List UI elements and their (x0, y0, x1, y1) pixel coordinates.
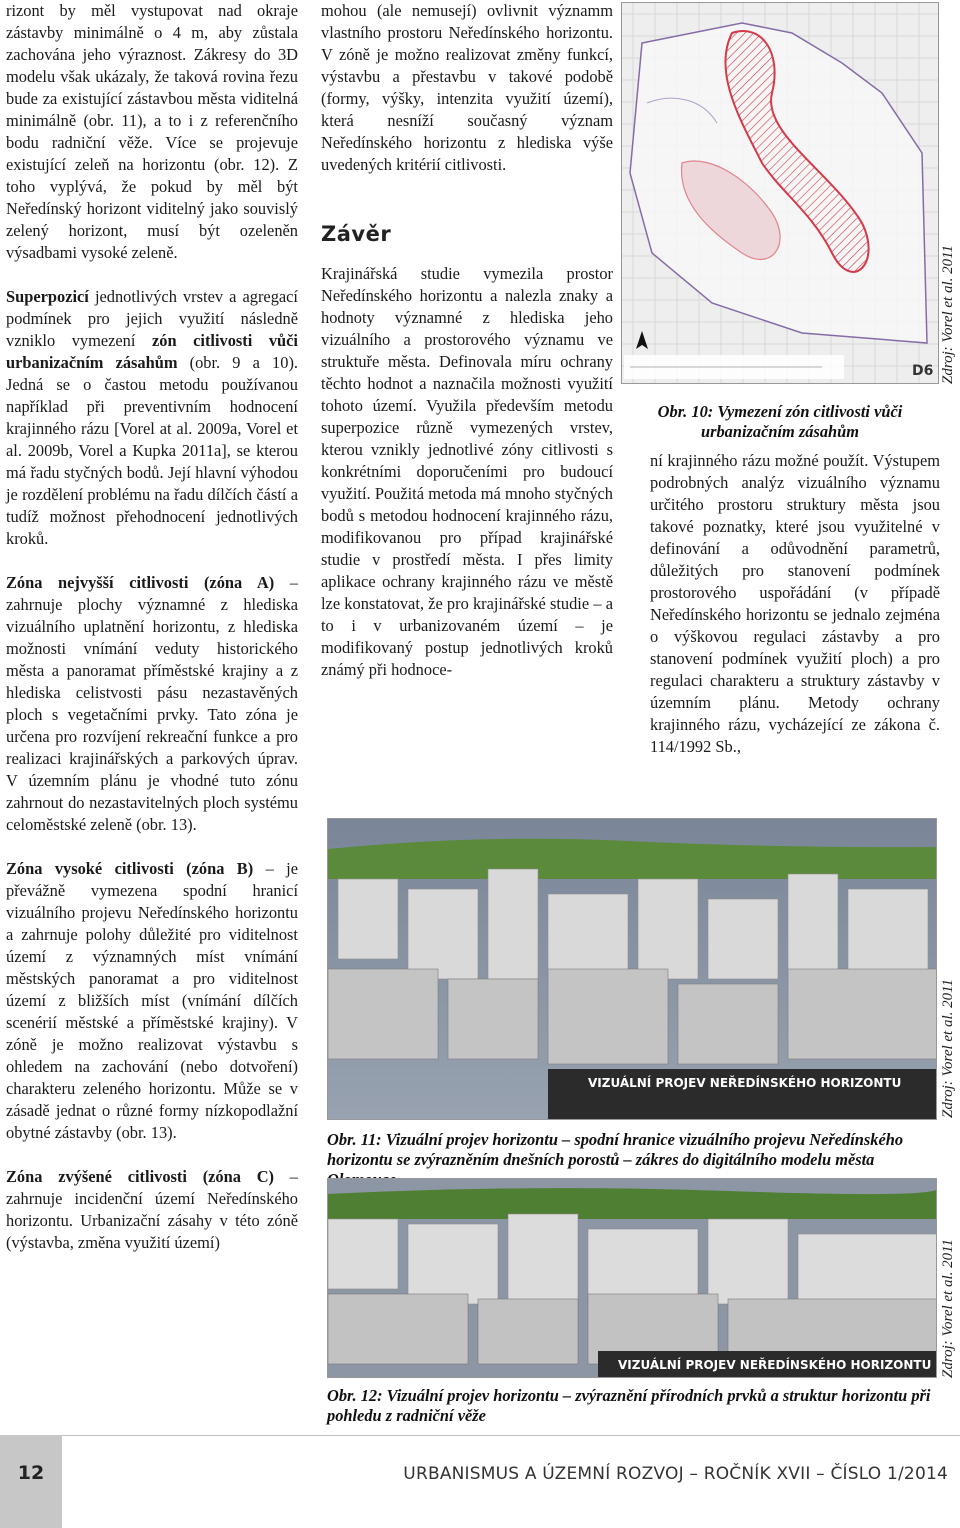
zone-b-title: Zóna vysoké citlivosti (zóna B) (6, 859, 254, 878)
zone-a-text: – zahrnuje plochy významné z hlediska vizuálního uplatnění horizontu, z hlediska možnosti vnímání veduty historického města a panoramat příměstské krajiny a z hlediska celistvosti pásu nezastavěných ploch s vegetačními prvky. Tato zóna je určena pro rozvíjení rekreační funkce a pro realizaci krajinářských a parkových úprav. V územním plánu je vhodné tuto zónu zahrnout do nezastavitelných ploch systému celoměstské zeleně (obr. 13). (6, 573, 298, 834)
figure-11-3d-model (327, 818, 937, 1120)
map-label: D6 (912, 363, 934, 379)
paragraph-conclusion: Krajinářská studie vymezila prostor Neředínského horizontu a nalezla znaky a hodnoty významné z hlediska jeho vizuálního a prostorového významu ve struktuře města. Definovala míru ochrany těchto hodnot a naznačila možnosti využití tohoto území. Využila především metodu superpozice různě vymezených vrstev, kterou vznikly jednotlivé zóny citlivosti s konkrétními doporučeními pro budoucí využití. Použitá metoda má mnoho styčných bodů s metodou hodnocení krajinného rázu, modifikovanou pro případ krajinářské studie v prostředí města. I přes limity aplikace ochrany krajinného rázu ve městě lze konstatovat, že pro krajinářské studie – a to i v urbanizovaném území – je modifikovaný postup jednotlivých kroků známý při hodnoce- (321, 264, 613, 679)
figure-12-banner: VIZUÁLNÍ PROJEV NEŘEDÍNSKÉHO HORIZONTU (618, 1358, 932, 1372)
paragraph-zone-c (6, 1166, 298, 1254)
text-run: (obr. 9 a 10). Jedná se o častou metodu používanou například při preventivním hodnocení krajinného rázu [Vorel at al. 2009a, Vorel et al. 2009b, Vorel a Kupka 2011a], se kterou má řadu styčných bodů. Její hlavní výhodou je rozdělení problému na řadu dílčích částí a tudíž možnost přehodnocení jednotlivých kroků. (6, 353, 298, 548)
zone-b-text: – je převážně vymezena spodní hranicí vizuálního projevu Neředínského horizontu a zahrnuje polohy důležité pro viditelnost území z významných míst vnímání městských panoramat a pro viditelnost území z bližších míst (vnímání dílčích scenérií městské a příměstské krajiny). V zóně je možno realizovat výstavbu s ohledem na zachování (nebo dotvoření) charakteru zeleného horizontu. Může se v zásadě jednat o různé formy nízkopodlažní obytné zástavby (obr. 13). (6, 859, 298, 1142)
paragraph: mohou (ale nemusejí) ovlivnit významm vlastního prostoru Neředínského horizontu. V zóně je možno realizovat změny funkcí, výstavbu a přestavbu v takové podobě (formy, výšky, intenzita využití území), která nesníží současný význam Neředínského horizontu z hlediska výše uvedených kritérií citlivosti. (321, 1, 613, 174)
page-number: 12 (17, 1462, 45, 1484)
source-credit: Zdroj: Vorel et al. 2011 (940, 1238, 956, 1378)
paragraph-zone-b (6, 858, 298, 1144)
caption-lead: Obr. 12: (327, 1386, 383, 1405)
source-credit: Zdroj: Vorel et al. 2011 (940, 244, 956, 384)
paragraph: rizont by měl vystupovat nad okraje zástavby minimálně o 4 m, aby zůstala zachována jeho výraznost. Zákresy do 3D modelu však ukázaly, že taková rovina řezu bude za existující zástavbou města viditelná minimálně (obr. 11), a to i z referenčního bodu radniční věže. Více se projevuje existující zeleň na horizontu (obr. 12). Z toho vyplývá, že pokud by měl být Neředínský horizont viditelný jako souvislý zelený horizont, musí být ozeleněn výsadbami vysoké zeleně. (6, 1, 298, 262)
text-run: jednotlivých vrstev a agregací podmínek pro jejich využití následně vzniklo vymezení (6, 287, 298, 350)
paragraph-superposition (6, 286, 298, 550)
text-column-right: ní krajinného rázu možné použít. Výstupem podrobných analýz vizuálního významu určitého prostoru struktury města jsou takové poznatky, které jsou využitelné v definování a odůvodnění parametrů, důležitých pro stanovení podmínek prostorového uspořádání (v případě Neředínského horizontu se jednalo zejména o výškovou regulaci zástavby a pro stanovení podmínek využití ploch) a pro regulaci charakteru a struktury zástavby v územním plánu. Metody ochrany krajinného rázu, vycházející ze zákona č. 114/1992 Sb., (650, 451, 940, 756)
caption-lead: Obr. 11: (327, 1130, 382, 1149)
text-column-left (6, 0, 298, 1254)
figure-10-map (621, 2, 939, 384)
zone-c-title: Zóna zvýšené citlivosti (zóna C) (6, 1167, 275, 1186)
footer-divider (0, 1435, 960, 1436)
source-credit: Zdroj: Vorel et al. 2011 (940, 978, 956, 1118)
figure-12-caption (327, 1386, 937, 1426)
caption-line: urbanizačním zásahům (700, 422, 860, 441)
journal-title: URBANISMUS A ÚZEMNÍ ROZVOJ – ROČNÍK XVII – ČÍSLO 1/2014 (403, 1464, 948, 1484)
paragraph-zone-a (6, 572, 298, 836)
bold-term: zón citlivosti vůči urbanizačním zásahům (6, 331, 298, 372)
bold-term: Superpozicí (6, 287, 89, 306)
section-heading-zaver: Závěr (321, 222, 392, 246)
city-model-graphic (328, 819, 937, 1120)
caption-text: Vizuální projev horizontu – zvýraznění přírodních prvků a struktur horizontu při pohledu z radniční věže (327, 1386, 931, 1425)
zone-a-title: Zóna nejvyšší citlivosti (zóna A) (6, 573, 275, 592)
zone-map-graphic (622, 3, 939, 384)
caption-line: Obr. 10: Vymezení zón citlivosti vůči (657, 402, 903, 421)
zone-c-text: – zahrnuje incidenční území Neředínského horizontu. Urbanizační zásahy v této zóně (výstavba, změna využití území) (6, 1167, 298, 1252)
city-model-graphic (328, 1179, 937, 1378)
figure-10-caption (630, 402, 930, 442)
caption-text: Vizuální projev horizontu – spodní hranice vizuálního projevu Neředínského horizontu se zvýrazněním dnešních porostů – zákres do digitálního modelu města (327, 1130, 904, 1169)
figure-12-3d-model (327, 1178, 937, 1378)
text-column-middle (321, 0, 613, 681)
figure-11-banner: VIZUÁLNÍ PROJEV NEŘEDÍNSKÉHO HORIZONTU (588, 1076, 902, 1090)
